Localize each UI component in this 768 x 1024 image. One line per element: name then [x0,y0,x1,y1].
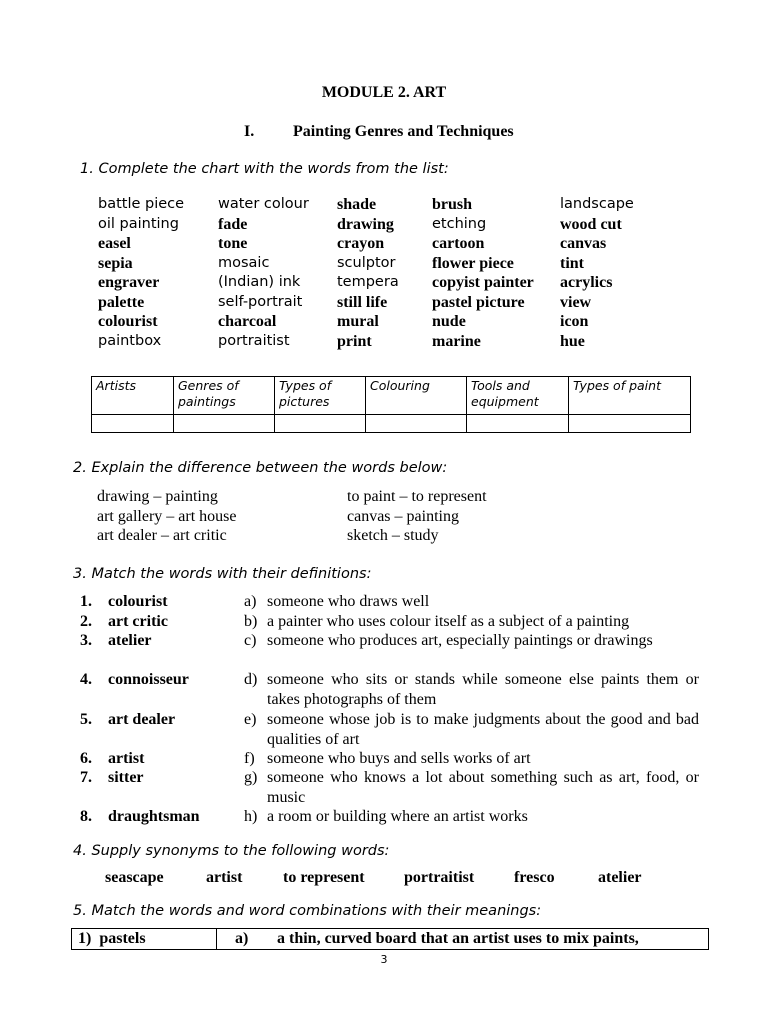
term-number: 1. [80,593,92,610]
word-pair: sketch – study [347,527,439,544]
table-header: Types of pictures [275,377,366,415]
word-item: landscape [560,196,634,212]
answer-cell[interactable] [174,415,275,433]
task2-left-column [97,487,237,546]
definition: someone who buys and sells works of art [267,750,531,767]
word-item: colourist [98,313,158,330]
task5-meaning-cell [217,929,709,950]
answer-cell[interactable] [275,415,366,433]
word-item: hue [560,332,585,350]
term: art critic [108,613,168,630]
word-item: water colour [218,196,309,212]
term-number: 7. [80,769,92,786]
answer-cell[interactable] [467,415,569,433]
definition-letter: b) [244,613,258,630]
word-item: tempera [337,274,399,290]
chart-header-row [92,377,691,415]
word-column-3 [337,195,432,351]
word-column-2 [218,195,338,351]
task5-instruction: 5. Match the words and word combinations with their meanings: [73,903,542,919]
table-header: Types of paint [569,377,691,415]
table-header: Genres of paintings [174,377,275,415]
term: sitter [108,769,144,786]
table-header: Artists [92,377,174,415]
definition: someone who knows a lot about something such as art, food, or music [267,769,699,806]
word-item: drawing [337,215,394,233]
word-item: print [337,332,372,350]
term: atelier [108,632,152,649]
definition-letter: h) [244,808,258,825]
word-pair: to paint – to represent [347,488,487,505]
definition: a painter who uses colour itself as a subject of a painting [267,613,630,630]
synonym-word: atelier [598,869,642,886]
word-item: tint [560,254,584,272]
word-item: flower piece [432,254,514,272]
word-item: mural [337,313,379,330]
task4-instruction: 4. Supply synonyms to the following words: [73,843,390,859]
term-number: 3. [80,632,92,649]
term: connoisseur [108,671,189,688]
definition: someone who sits or stands while someone else paints them or takes photographs of them [267,671,699,708]
page-number: 3 [380,953,388,966]
task3-instruction: 3. Match the words with their definitions: [73,566,372,582]
word-column-1 [98,195,218,351]
word-item: acrylics [560,274,613,291]
task5-term-cell [72,929,217,950]
task2-instruction: 2. Explain the difference between the words below: [73,460,448,476]
definition: someone who produces art, especially paintings or drawings [267,632,653,649]
word-item: paintbox [98,332,162,349]
word-item: canvas [560,235,607,252]
task5-meaning: a thin, curved board that an artist uses to mix paints, [277,930,639,947]
word-item: pastel picture [432,293,525,311]
section-title: Painting Genres and Techniques [293,123,514,140]
chart-answer-row [92,415,691,433]
word-pair: art dealer – art critic [97,527,227,544]
term: artist [108,750,145,767]
word-item: charcoal [218,313,277,330]
word-item: mosaic [218,254,270,271]
task2-right-column [347,487,487,546]
term-number: 4. [80,671,92,688]
module-title: MODULE 2. ART [321,84,447,101]
word-item: brush [432,196,473,213]
word-item: self-portrait [218,293,303,310]
word-item: still life [337,293,388,311]
word-item: oil painting [98,215,179,232]
term: colourist [108,593,168,610]
task5-term-number: 1) [78,930,92,947]
word-item: palette [98,293,145,311]
synonym-word: portraitist [404,869,475,886]
task5-row [72,929,709,950]
word-pair: drawing – painting [97,488,218,505]
synonym-word: to represent [283,869,365,886]
task5-table [71,928,709,950]
word-item: view [560,293,592,311]
task1-instruction: 1. Complete the chart with the words from the list: [80,161,449,177]
definition-letter: a) [244,593,257,610]
term-number: 5. [80,711,92,728]
word-item: crayon [337,235,385,252]
chart-table [91,376,691,433]
word-pair: art gallery – art house [97,507,237,525]
word-column-5 [560,195,670,351]
synonym-word: seascape [105,869,164,886]
definition: someone who draws well [267,593,430,610]
term-number: 8. [80,808,92,825]
definition-letter: d) [244,671,258,688]
table-header: Tools and equipment [467,377,569,415]
term-number: 6. [80,750,92,767]
word-item: engraver [98,274,160,291]
word-item: nude [432,313,466,330]
word-item: marine [432,332,481,350]
synonym-word: fresco [514,869,555,886]
section-number: I. [244,123,255,140]
word-item: easel [98,235,131,252]
term: art dealer [108,711,176,728]
word-item: etching [432,215,487,232]
definition-letter: e) [244,711,257,728]
word-item: battle piece [98,196,185,212]
answer-cell[interactable] [366,415,467,433]
word-item: copyist painter [432,274,534,291]
task5-term: pastels [99,930,146,947]
table-header: Colouring [366,377,467,415]
term-number: 2. [80,613,92,630]
definition: a room or building where an artist works [267,808,528,825]
word-item: shade [337,196,377,213]
definition-letter: g) [244,769,258,786]
answer-cell[interactable] [569,415,691,433]
task5-meaning-letter: a) [235,930,249,947]
word-item: sculptor [337,254,396,271]
answer-cell[interactable] [92,415,174,433]
synonym-word: artist [206,869,243,886]
word-item: icon [560,313,589,330]
word-item: tone [218,235,248,252]
definition: someone whose job is to make judgments about the good and bad qualities of art [267,711,699,748]
definition-letter: c) [244,632,257,649]
word-item: fade [218,215,248,233]
word-item: wood cut [560,215,622,233]
word-pair: canvas – painting [347,507,459,525]
word-item: sepia [98,254,133,272]
word-item: cartoon [432,235,485,252]
definition-letter: f) [244,750,255,767]
term: draughtsman [108,808,200,825]
word-item: (Indian) ink [218,274,301,290]
word-item: portraitist [218,332,290,349]
word-column-4 [432,195,562,351]
